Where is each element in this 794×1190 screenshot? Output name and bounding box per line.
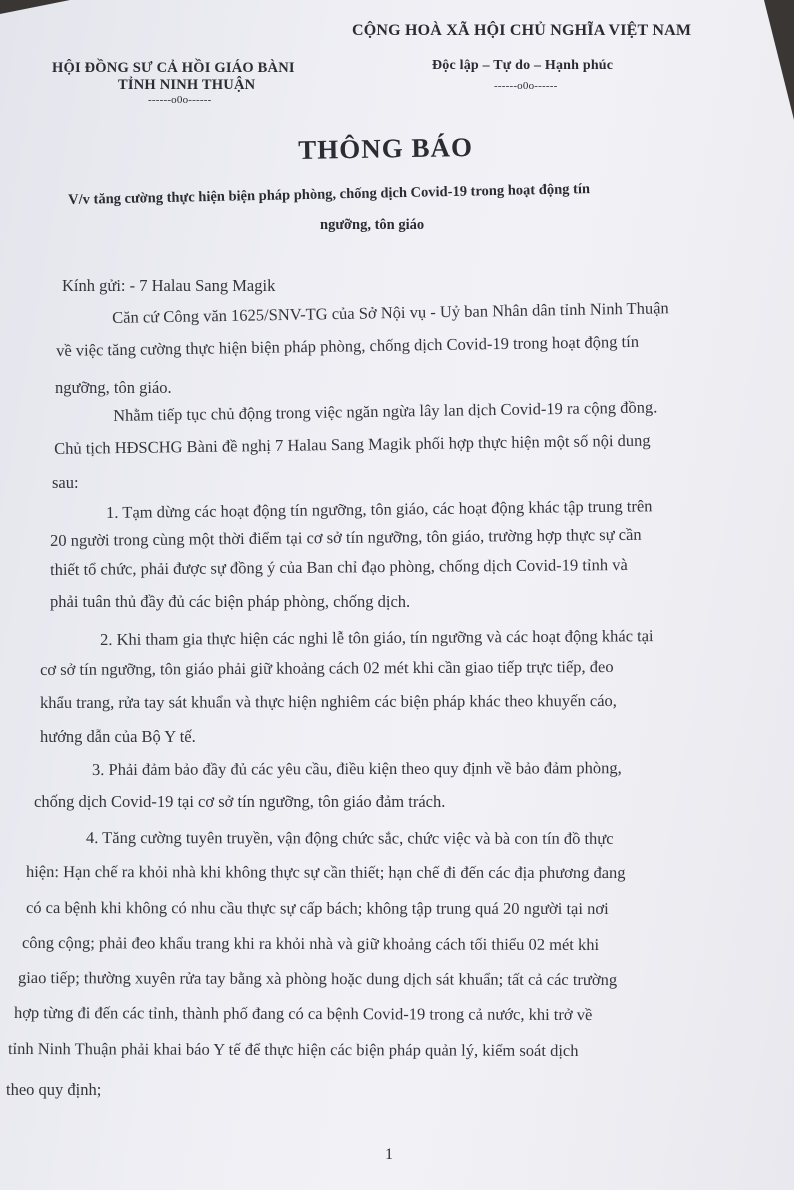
recipient-line: Kính gửi: - 7 Halau Sang Magik	[62, 276, 276, 295]
body-line: hợp từng đi đến các tỉnh, thành phố đang có ca bệnh Covid-19 trong cả nước, khi trở về	[13, 1003, 593, 1025]
body-line: sau:	[52, 473, 79, 492]
subject-line: V/v tăng cường thực hiện biện pháp phòng, chống dịch Covid-19 trong hoạt động tín	[68, 181, 591, 208]
background-corner	[764, 0, 794, 120]
body-line: hiện: Hạn chế ra khỏi nhà khi không thực sự cần thiết; hạn chế đi đến các địa phương đang	[25, 862, 626, 883]
body-line: hướng dẫn của Bộ Y tế.	[40, 727, 196, 746]
body-line: phải tuân thủ đầy đủ các biện pháp phòng, chống dịch.	[50, 592, 411, 611]
body-line: 1. Tạm dừng các hoạt động tín ngưỡng, tôn giáo, các hoạt động khác tập trung trên	[106, 496, 653, 522]
issuer-divider: ------o0o------	[148, 94, 212, 106]
national-title: CỘNG HOÀ XÃ HỘI CHỦ NGHĨA VIỆT NAM	[352, 22, 692, 39]
body-line: tỉnh Ninh Thuận phải khai báo Y tế để thực hiện các biện pháp quản lý, kiểm soát dịch	[7, 1039, 579, 1060]
body-line: giao tiếp; thường xuyên rửa tay bằng xà phòng hoặc dung dịch sát khuẩn; tất cả các trường	[17, 968, 618, 990]
body-line: 4. Tăng cường tuyên truyền, vận động chức sắc, chức việc và bà con tín đồ thực	[85, 828, 614, 848]
issuer-name: HỘI ĐỒNG SƯ CẢ HỒI GIÁO BÀNI	[52, 60, 295, 76]
body-line: công cộng; phải đeo khẩu trang khi ra khỏi nhà và giữ khoảng cách tối thiểu 02 mét khi	[21, 933, 600, 955]
background-corner	[0, 0, 70, 14]
body-line: Nhằm tiếp tục chủ động trong việc ngăn ngừa lây lan dịch Covid-19 ra cộng đồng.	[113, 397, 658, 425]
body-line: về việc tăng cường thực hiện biện pháp phòng, chống dịch Covid-19 trong hoạt động tín	[56, 331, 640, 360]
body-line: 20 người trong cùng một thời điểm tại cơ sở tín ngưỡng, tôn giáo, trường hợp thực sự cần	[50, 524, 642, 550]
body-line: Căn cứ Công văn 1625/SNV-TG của Sở Nội vụ - Uỷ ban Nhân dân tỉnh Ninh Thuận	[112, 298, 669, 327]
body-line: có ca bệnh khi không có nhu cầu thực sự cấp bách; không tập trung quá 20 người tại nơi	[25, 898, 609, 919]
body-line: 3. Phải đảm bảo đầy đủ các yêu cầu, điều kiện theo quy định về bảo đảm phòng,	[92, 758, 622, 779]
page-number: 1	[385, 1146, 393, 1163]
document-title: THÔNG BÁO	[298, 131, 474, 165]
body-line: cơ sở tín ngưỡng, tôn giáo phải giữ khoảng cách 02 mét khi cần giao tiếp trực tiếp, đeo	[40, 656, 614, 679]
body-line: thiết tổ chức, phải được sự đồng ý của Ban chỉ đạo phòng, chống dịch Covid-19 tỉnh và	[50, 554, 628, 579]
national-divider: ------o0o------	[494, 80, 558, 92]
issuer-province: TỈNH NINH THUẬN	[118, 77, 256, 93]
body-line: khẩu trang, rửa tay sát khuẩn và thực hiện nghiêm các biện pháp khác theo khuyến cáo,	[40, 690, 617, 712]
body-line: 2. Khi tham gia thực hiện các nghi lễ tôn giáo, tín ngưỡng và các hoạt động khác tại	[100, 626, 654, 649]
subject-line: ngưỡng, tôn giáo	[320, 217, 425, 233]
national-motto: Độc lập – Tự do – Hạnh phúc	[432, 58, 614, 73]
body-line: ngưỡng, tôn giáo.	[55, 378, 172, 397]
body-line: Chủ tịch HĐSCHG Bàni đề nghị 7 Halau Sang Magik phối hợp thực hiện một số nội dung	[54, 430, 651, 458]
body-line: theo quy định;	[6, 1080, 102, 1099]
body-line: chống dịch Covid-19 tại cơ sở tín ngưỡng, tôn giáo đảm trách.	[34, 792, 446, 811]
